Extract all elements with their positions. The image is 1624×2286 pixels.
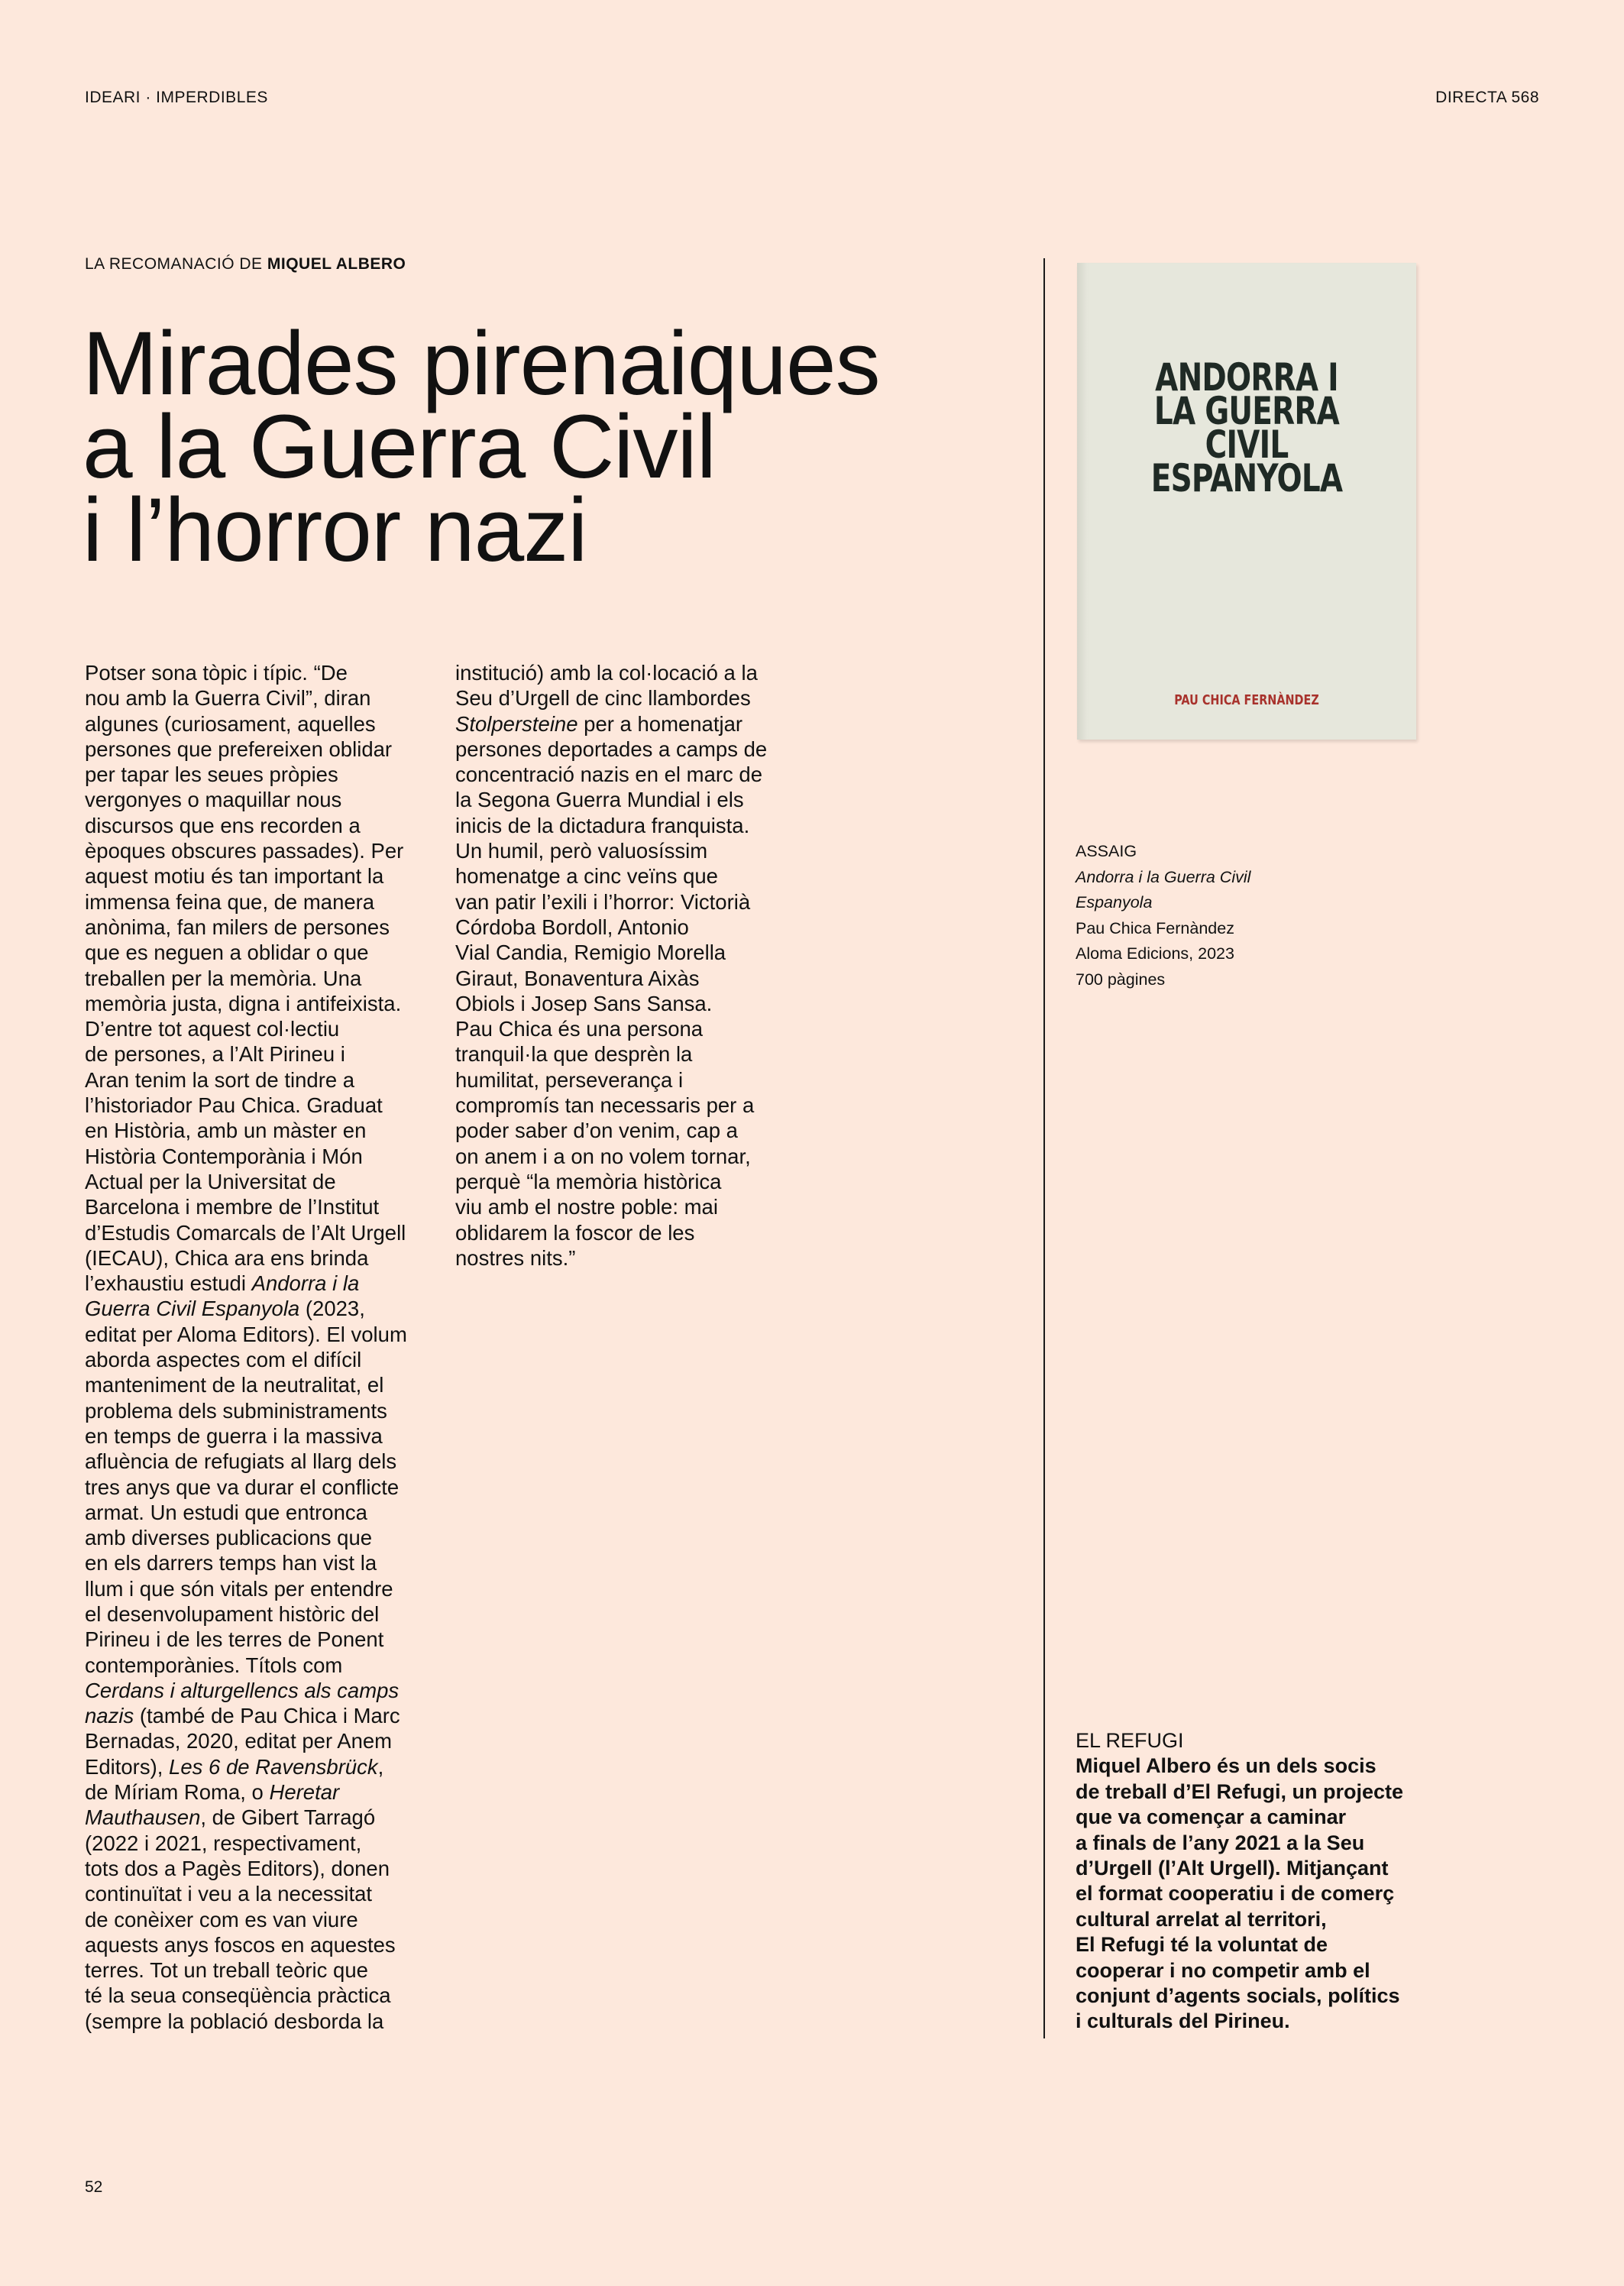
refugi-line: de treball d’El Refugi, un projecte	[1076, 1779, 1404, 1803]
text-line: Bernadas, 2020, editat per Anem	[85, 1729, 393, 1753]
kicker-author: MIQUEL ALBERO	[267, 255, 406, 273]
text-line	[85, 1296, 429, 1321]
text-line: que es neguen a oblidar o que	[85, 941, 369, 965]
book-title-italic: Mauthausen	[85, 1805, 201, 1830]
book-cover-title	[1114, 355, 1379, 500]
text-line	[85, 1271, 429, 1296]
text-line: Història Contemporània i Món	[85, 1144, 363, 1168]
column-divider	[1043, 258, 1045, 2038]
text-fragment: , de Gibert Tarragó	[200, 1805, 376, 1830]
text-line: Actual per la Universitat de	[85, 1169, 336, 1193]
text-line: contemporànies. Títols com	[85, 1653, 343, 1677]
section-label: IDEARI · IMPERDIBLES	[85, 89, 268, 106]
text-line: vergonyes o maquillar nous	[85, 788, 342, 812]
book-title-italic: Les 6 de Ravensbrück	[169, 1754, 378, 1779]
text-line: tres anys que va durar el conflicte	[85, 1475, 400, 1499]
text-fragment: per a homenatjar	[577, 711, 743, 736]
text-fragment: l’exhaustiu estudi	[85, 1271, 252, 1296]
text-line: immensa feina que, de manera	[85, 889, 375, 914]
book-author: Pau Chica Fernàndez	[1076, 918, 1234, 937]
book-genre: ASSAIG	[1076, 842, 1137, 860]
text-line: aquests anys foscos en aquestes	[85, 1932, 396, 1957]
text-line: inicis de la dictadura franquista.	[455, 813, 750, 837]
book-title-italic: Guerra Civil Espanyola	[85, 1297, 300, 1321]
text-line: humilitat, perseverança i	[455, 1067, 684, 1092]
refugi-line: El Refugi té la voluntat de	[1076, 1933, 1328, 1957]
refugi-line: cooperar i no competir amb el	[1076, 1958, 1370, 1982]
text-line: llum i que són vitals per entendre	[85, 1576, 393, 1601]
text-line: en temps de guerra i la massiva	[85, 1423, 383, 1448]
italic-term: Stolpersteine	[455, 711, 578, 736]
cover-title-line: LA GUERRA	[1153, 389, 1340, 433]
text-line: poder saber d’on venim, cap a	[455, 1119, 738, 1143]
text-line: d’Estudis Comarcals de l’Alt Urgell	[85, 1220, 406, 1245]
book-title-italic: nazis	[85, 1704, 134, 1728]
text-line: amb diverses publicacions que	[85, 1526, 373, 1550]
title-line: i l’horror nazi	[82, 480, 587, 581]
text-line: homenatge a cinc veïns que	[455, 864, 718, 889]
text-line: problema dels subministraments	[85, 1398, 387, 1423]
text-line: on anem i a on no volem tornar,	[455, 1144, 751, 1168]
book-cover-image	[1077, 263, 1416, 740]
text-line: van patir l’exili i l’horror: Victorià	[455, 889, 751, 914]
text-line: el desenvolupament històric del	[85, 1601, 380, 1626]
refugi-line: Miquel Albero és un dels socis	[1076, 1754, 1377, 1778]
refugi-line: el format cooperatiu i de comerç	[1076, 1882, 1395, 1906]
text-line: per tapar les seues pròpies	[85, 763, 338, 787]
text-line: memòria justa, digna i antifeixista.	[85, 991, 402, 1015]
body-column-1	[85, 660, 429, 2034]
text-line: de persones, a l’Alt Pirineu i	[85, 1042, 345, 1067]
title-line: a la Guerra Civil	[82, 397, 716, 497]
text-line: institució) amb la col·locació a la	[455, 661, 758, 685]
text-line: compromís tan necessaris per a	[455, 1093, 755, 1118]
text-line: continuïtat i veu a la necessitat	[85, 1882, 373, 1906]
text-line: Córdoba Bordoll, Antonio	[455, 915, 689, 939]
book-spine	[1077, 263, 1088, 740]
text-line	[85, 1754, 429, 1779]
refugi-line: d’Urgell (l’Alt Urgell). Mitjançant	[1076, 1857, 1389, 1880]
text-line	[85, 1779, 429, 1805]
recommendation-kicker	[85, 255, 406, 274]
text-fragment: Editors),	[85, 1754, 170, 1779]
text-line: tots dos a Pagès Editors), donen	[85, 1856, 390, 1880]
refugi-line: conjunt d’agents socials, polítics	[1076, 1984, 1400, 2008]
text-fragment: de Míriam Roma, o	[85, 1780, 270, 1805]
text-line: de conèixer com es van viure	[85, 1907, 358, 1931]
text-line: aquest motiu és tan important la	[85, 864, 384, 889]
refugi-line: i culturals del Pirineu.	[1076, 2009, 1290, 2033]
kicker-prefix: LA RECOMANACIÓ DE	[85, 255, 267, 273]
refugi-line: a finals de l’any 2021 a la Seu	[1076, 1831, 1365, 1854]
text-line: algunes (curiosament, aquelles	[85, 711, 376, 736]
text-line: (IECAU), Chica ara ens brinda	[85, 1245, 369, 1270]
text-line: en Història, amb un màster en	[85, 1119, 367, 1143]
text-line: té la seua conseqüència pràctica	[85, 1983, 391, 2008]
book-title-line	[1076, 865, 1250, 891]
refugi-body	[1076, 1753, 1403, 2034]
cover-title-line: ESPANYOLA	[1150, 456, 1343, 500]
book-info	[1076, 839, 1250, 992]
text-line: nou amb la Guerra Civil”, diran	[85, 686, 371, 711]
text-line: treballen per la memòria. Una	[85, 966, 362, 990]
book-title-text: Andorra i la Guerra Civil	[1076, 867, 1251, 886]
text-line: oblidarem la foscor de les	[455, 1220, 695, 1245]
page-number: 52	[85, 2178, 103, 2196]
issue-label: DIRECTA 568	[1435, 89, 1539, 106]
text-line: terres. Tot un treball teòric que	[85, 1958, 368, 1983]
book-title-line	[1076, 890, 1250, 916]
text-line: Pau Chica és una persona	[455, 1017, 704, 1041]
refugi-line: cultural arrelat al territori,	[1076, 1907, 1327, 1931]
text-line: aborda aspectes com el difícil	[85, 1348, 362, 1372]
book-title-italic: Andorra i la	[251, 1271, 360, 1296]
el-refugi-box	[1076, 1728, 1403, 2035]
text-line: D’entre tot aquest col·lectiu	[85, 1017, 340, 1041]
text-line	[455, 711, 799, 737]
text-line: (2022 i 2021, respectivament,	[85, 1831, 362, 1855]
text-line: armat. Un estudi que entronca	[85, 1500, 367, 1524]
text-fragment: ,	[377, 1754, 384, 1779]
text-line: perquè “la memòria històrica	[455, 1169, 722, 1193]
text-line: concentració nazis en el marc de	[455, 763, 763, 787]
book-title-italic: Heretar	[269, 1780, 340, 1805]
text-line: l’historiador Pau Chica. Graduat	[85, 1093, 383, 1118]
body-column-2	[455, 660, 799, 1271]
text-line	[85, 1805, 429, 1830]
book-cover-author: PAU CHICA FERNÀNDEZ	[1174, 692, 1319, 708]
text-line: anònima, fan milers de persones	[85, 915, 390, 939]
text-line: Potser sona tòpic i típic. “De	[85, 661, 348, 685]
text-line: Vial Candia, Remigio Morella	[455, 941, 726, 965]
text-line: la Segona Guerra Mundial i els	[455, 788, 744, 812]
text-line: editat per Aloma Editors). El volum	[85, 1322, 407, 1346]
article-title	[82, 313, 999, 581]
text-line: tranquil·la que desprèn la	[455, 1042, 693, 1067]
text-line: nostres nits.”	[455, 1245, 576, 1270]
text-line: discursos que ens recorden a	[85, 813, 361, 837]
title-line: Mirades pirenaiques	[82, 313, 880, 414]
text-line	[85, 1703, 429, 1728]
text-line: èpoques obscures passades). Per	[85, 839, 404, 863]
refugi-line: que va començar a caminar	[1076, 1805, 1347, 1829]
cover-title-line: CIVIL	[1205, 423, 1289, 467]
text-line: en els darrers temps han vist la	[85, 1551, 377, 1575]
book-pages: 700 pàgines	[1076, 970, 1166, 989]
text-line: viu amb el nostre poble: mai	[455, 1195, 718, 1219]
text-fragment: (també de Pau Chica i Marc	[134, 1704, 400, 1728]
text-line: Aran tenim la sort de tindre a	[85, 1067, 355, 1092]
text-line: persones deportades a camps de	[455, 737, 768, 761]
text-fragment: (2023,	[299, 1297, 365, 1321]
text-line: Obiols i Josep Sans Sansa.	[455, 991, 713, 1015]
text-line: afluència de refugiats al llarg dels	[85, 1449, 397, 1474]
text-line: Un humil, però valuosíssim	[455, 839, 708, 863]
text-line: Seu d’Urgell de cinc llambordes	[455, 686, 751, 711]
cover-title-line: ANDORRA I	[1155, 355, 1338, 400]
book-publisher: Aloma Edicions, 2023	[1076, 944, 1234, 963]
text-line: Pirineu i de les terres de Ponent	[85, 1627, 384, 1652]
book-title-text: Espanyola	[1076, 893, 1153, 911]
text-line: Giraut, Bonaventura Aixàs	[455, 966, 700, 990]
book-title-italic: Cerdans i alturgellencs als camps	[85, 1678, 400, 1702]
text-line: Barcelona i membre de l’Institut	[85, 1195, 380, 1219]
text-line: (sempre la població desborda la	[85, 2009, 384, 2033]
text-line	[85, 1678, 429, 1703]
text-line: manteniment de la neutralitat, el	[85, 1373, 384, 1397]
text-line: persones que prefereixen oblidar	[85, 737, 393, 761]
refugi-label: EL REFUGI	[1076, 1729, 1184, 1752]
